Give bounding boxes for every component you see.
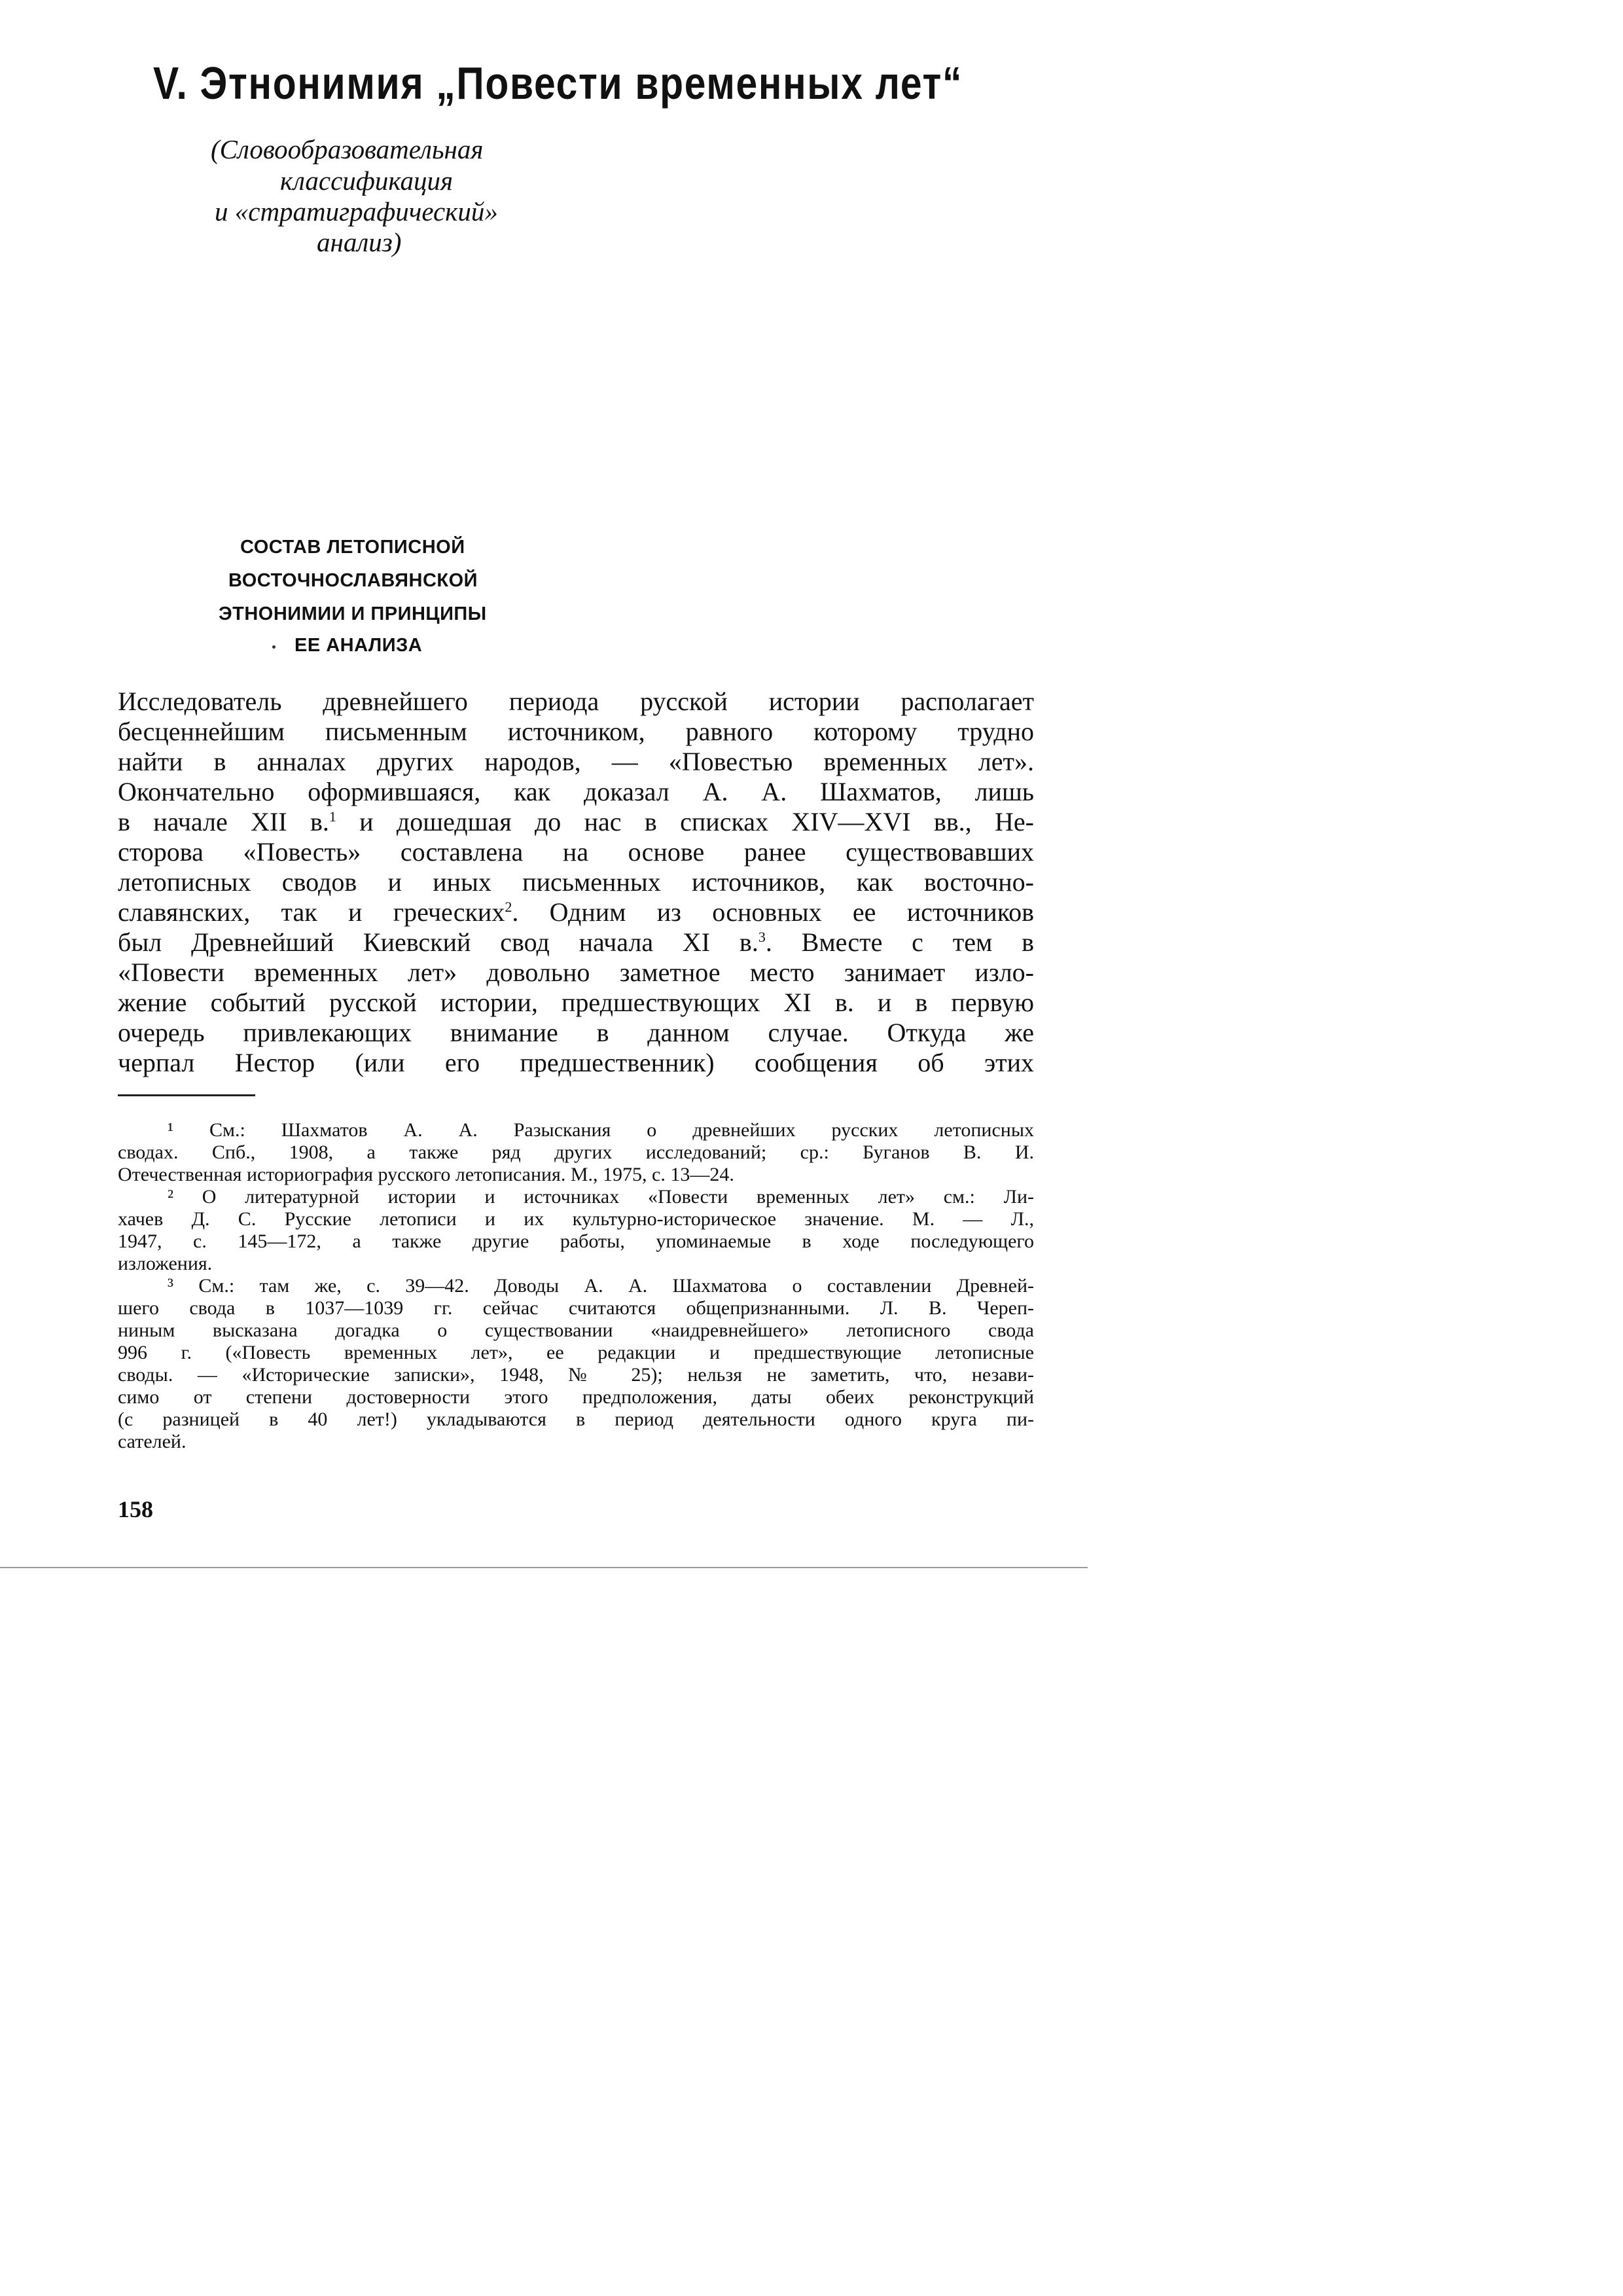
body-text-segment: . Одним из основных ее источников — [512, 897, 1035, 927]
body-line-9 — [118, 929, 1034, 956]
footnote-line: ¹ См.: Шахматов А. А. Разыскания о древнейших русских летописных — [168, 1119, 1034, 1141]
body-line-11: жение событий русской истории, предшествующих XI в. и в первую — [118, 988, 1034, 1017]
footnote-line: симо от степени достоверности этого предположения, даты обеих реконструкций — [118, 1386, 1034, 1408]
page-number: 158 — [118, 1496, 153, 1522]
footnote-ref-1[interactable]: 1 — [329, 808, 336, 825]
footnote-line: сателей. — [118, 1431, 187, 1452]
footnote-line: ² О литературной истории и источниках «Повести временных лет» см.: Ли- — [168, 1186, 1034, 1208]
body-text-segment: в начале XII в. — [118, 807, 329, 836]
footnote-line: шего свода в 1037—1039 гг. сейчас считаются общепризнанными. Л. В. Череп- — [118, 1297, 1034, 1319]
section-heading-line-1: СОСТАВ ЛЕТОПИСНОЙ — [240, 537, 465, 558]
section-heading-line-2: ВОСТОЧНОСЛАВЯНСКОЙ — [228, 570, 478, 591]
stray-dot — [272, 645, 276, 649]
subtitle-line-3: и «стратиграфический» — [215, 196, 498, 226]
body-line-3: найти в анналах других народов, — «Повестью временных лет». — [118, 747, 1034, 776]
footnote-ref-3[interactable]: 3 — [758, 929, 766, 945]
body-line-5 — [118, 809, 1034, 835]
body-text-segment: . Вместе с тем в — [765, 927, 1034, 957]
subtitle-line-4: анализ) — [317, 227, 402, 257]
body-text-segment: славянских, так и греческих — [118, 897, 505, 927]
body-line-1: Исследователь древнейшего периода русской истории располагает — [118, 687, 1034, 716]
body-text-segment: был Древнейший Киевский свод начала XI в. — [118, 927, 758, 957]
body-line-2: бесценнейшим письменным источником, равного которому трудно — [118, 717, 1034, 746]
footnote-line: 1947, с. 145—172, а также другие работы, упоминаемые в ходе последующего — [118, 1230, 1034, 1252]
chapter-title: V. Этнонимия „Повести временных лет“ — [153, 58, 963, 109]
body-line-13: черпал Нестор (или его предшественник) сообщения об этих — [118, 1048, 1034, 1077]
subtitle-line-1: (Словообразовательная — [211, 134, 484, 164]
footnote-ref-2[interactable]: 2 — [505, 899, 512, 915]
footnote-line: Отечественная историография русского летописания. М., 1975, с. 13—24. — [118, 1164, 734, 1185]
body-line-10: «Повести временных лет» довольно заметное место занимает изло- — [118, 958, 1034, 987]
footnote-line: своды. — «Исторические записки», 1948, № 25); нельзя не заметить, что, незави- — [118, 1364, 1034, 1386]
body-line-12: очередь привлекающих внимание в данном случае. Откуда же — [118, 1018, 1034, 1047]
body-text-segment: и дошедшая до нас в списках XIV—XVI вв., Не- — [359, 807, 1034, 836]
footnote-divider — [118, 1094, 255, 1096]
footnote-line: изложения. — [118, 1253, 213, 1274]
body-line-7: летописных сводов и иных письменных источников, как восточно- — [118, 867, 1034, 897]
subtitle-line-2: классификация — [280, 166, 454, 196]
section-heading-line-3: ЭТНОНИМИИ И ПРИНЦИПЫ — [219, 603, 487, 624]
footnote-line: 996 г. («Повесть временных лет», ее редакции и предшествующие летописные — [118, 1342, 1034, 1363]
footnote-line: ниным высказана догадка о существовании «наидревнейшего» летописного свода — [118, 1319, 1034, 1341]
footnote-line: сводах. Спб., 1908, а также ряд других исследований; ср.: Буганов В. И. — [118, 1141, 1034, 1163]
footnote-line: хачев Д. С. Русские летописи и их культурно-историческое значение. М. — Л., — [118, 1208, 1034, 1230]
page-edge-line — [0, 1567, 1088, 1568]
footnote-line: ³ См.: там же, с. 39—42. Доводы А. А. Шахматова о составлении Древней- — [168, 1275, 1034, 1297]
body-line-4: Окончательно оформившаяся, как доказал А. А. Шахматов, лишь — [118, 777, 1034, 806]
footnote-line: (с разницей в 40 лет!) укладываются в период деятельности одного круга пи- — [118, 1408, 1034, 1430]
section-heading-line-4: ЕЕ АНАЛИЗА — [294, 635, 423, 656]
body-line-8 — [118, 899, 1034, 925]
body-line-6: сторова «Повесть» составлена на основе ранее существовавших — [118, 837, 1034, 867]
